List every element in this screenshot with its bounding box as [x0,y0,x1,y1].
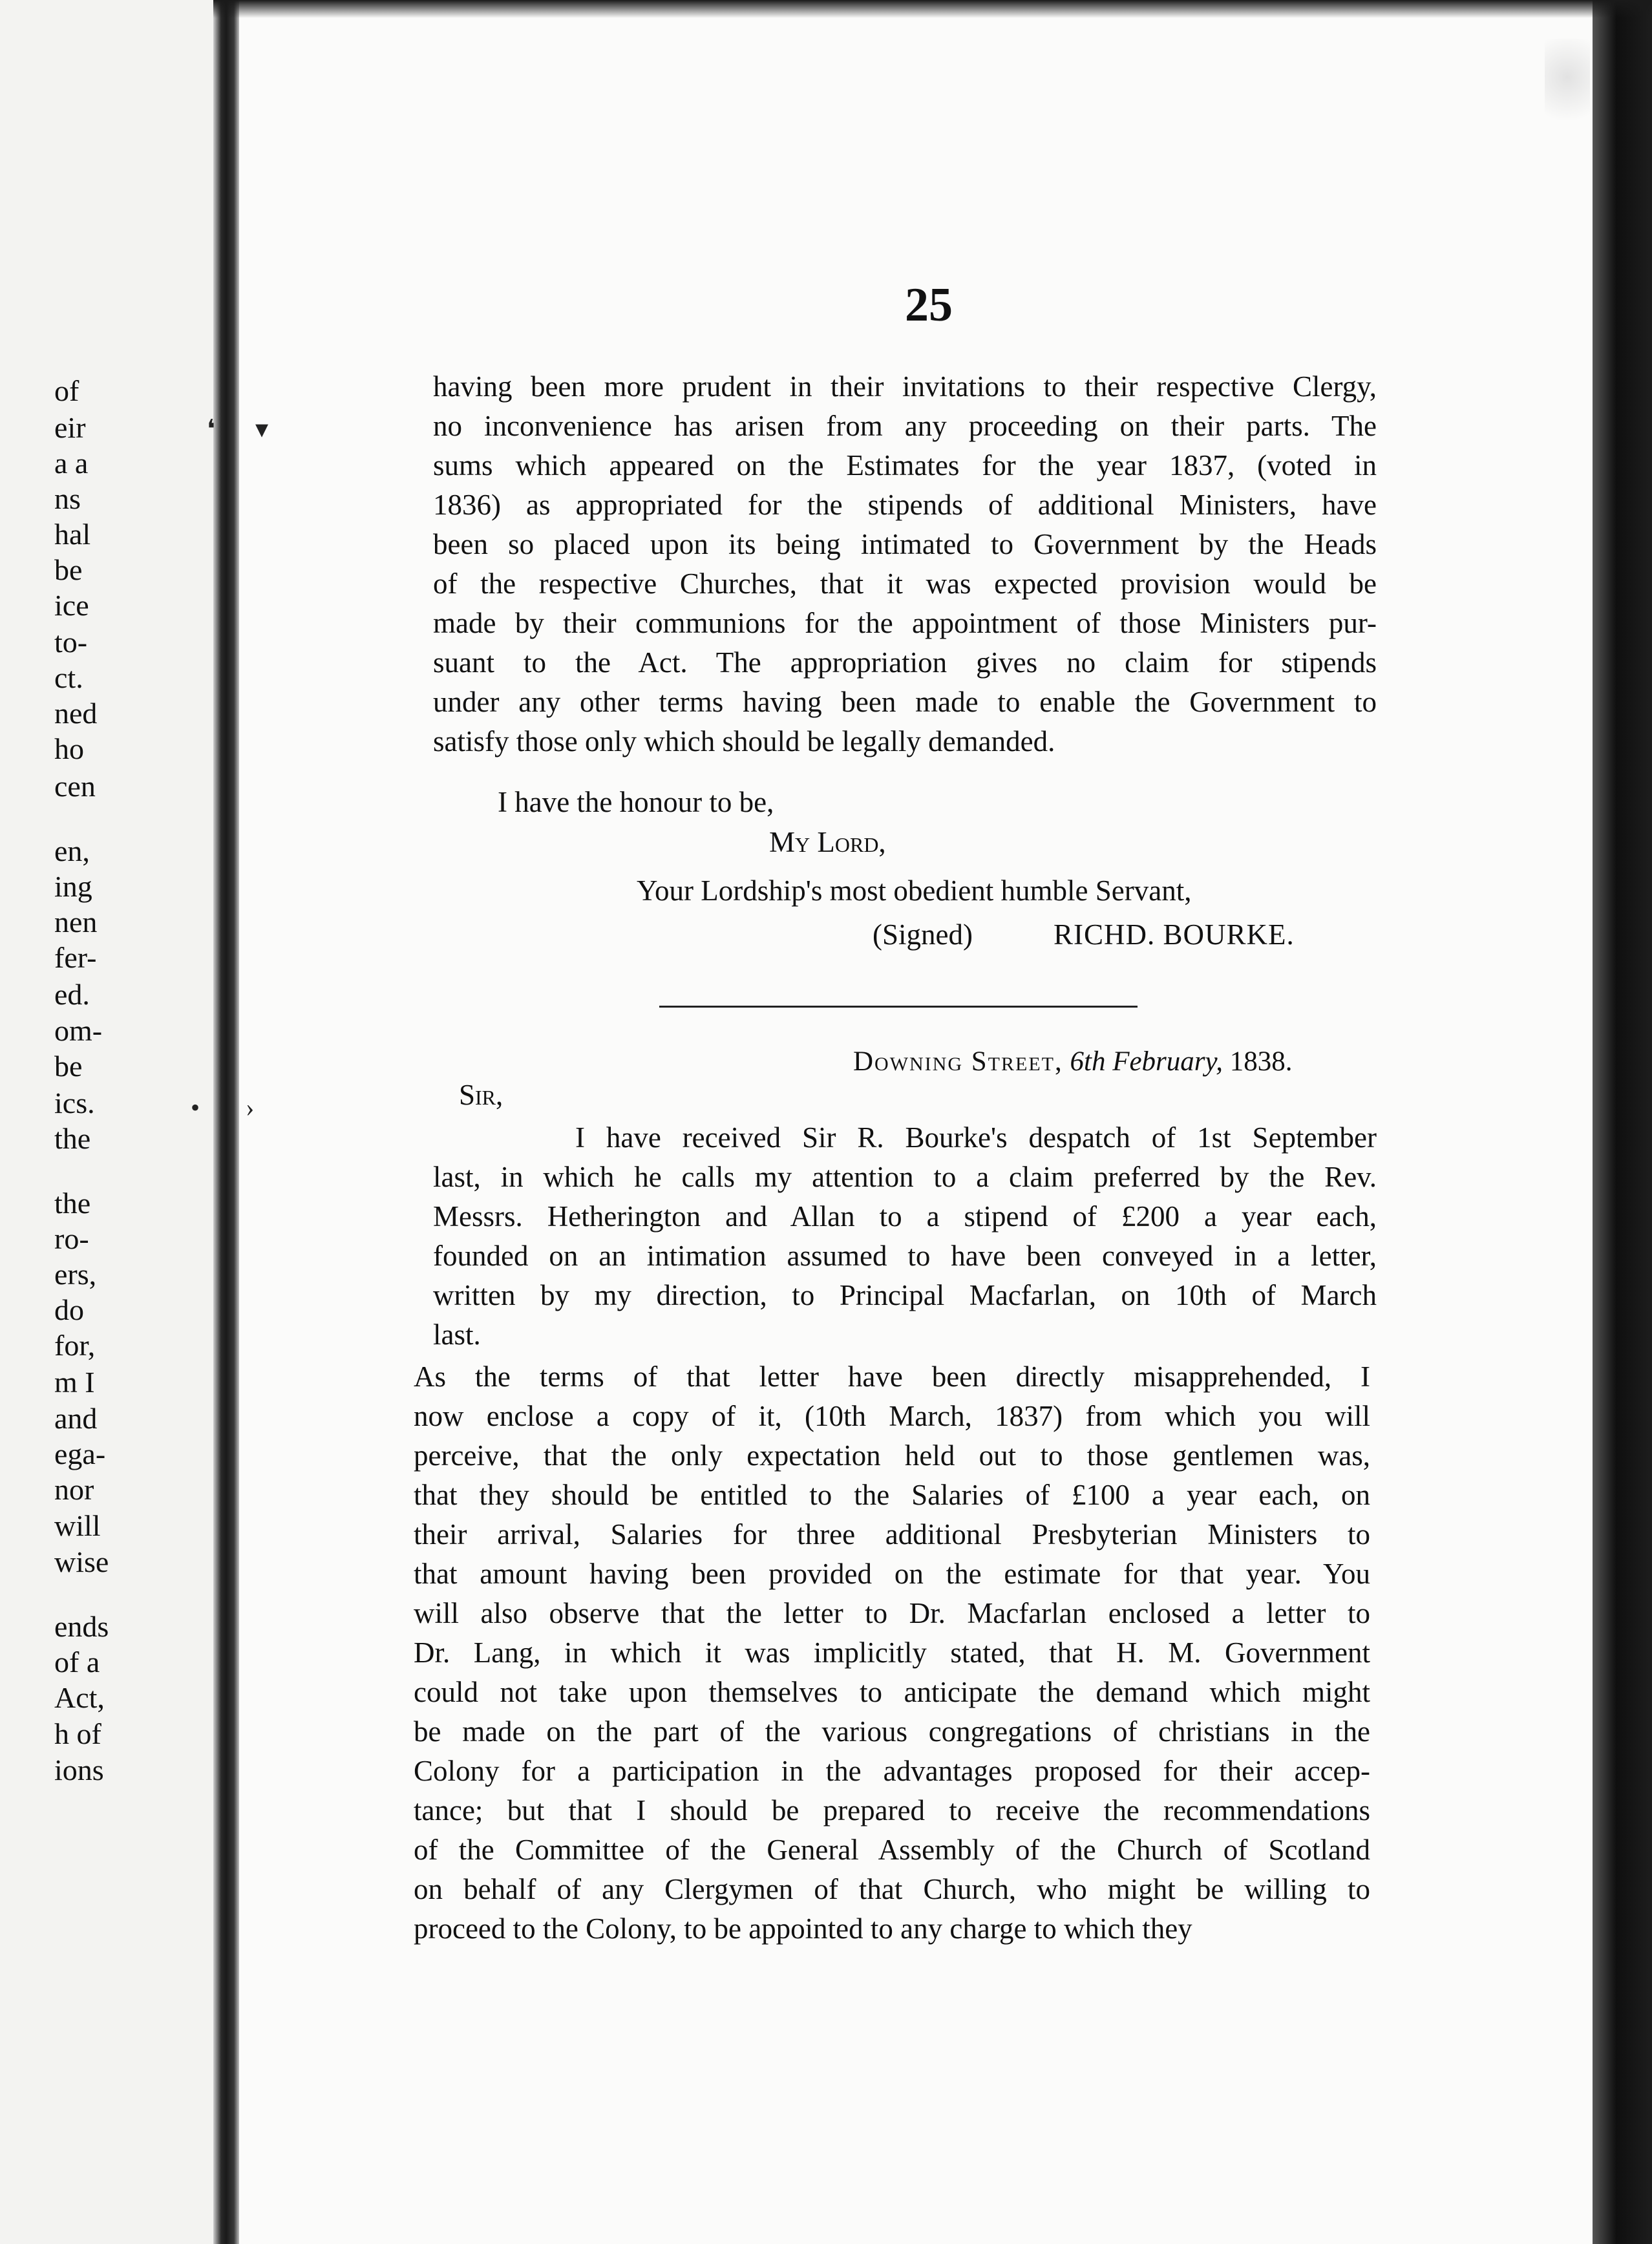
paragraph-letter-terms [414,1357,1370,1949]
closing-line: I have the honour to be, [498,786,774,818]
scan-border [1593,0,1652,2244]
margin-fragment: be [54,1050,83,1083]
paragraph-despatch [433,1118,1377,1355]
salutation: Sir, [459,1079,503,1111]
text-line: last, in which he calls my attention to a claim preferred by the Rev. [433,1161,1377,1193]
margin-fragment: om- [54,1014,103,1047]
margin-fragment: hal [54,518,91,551]
text-line: under any other terms having been made to enable the Government to [433,686,1377,718]
text-line: been so placed upon its being intimated to Government by the Heads [433,528,1377,560]
text-line: Messrs. Hetherington and Allan to a stipend of £200 a year each, [433,1200,1377,1233]
text-line: founded on an intimation assumed to have been conveyed in a letter, [433,1240,1377,1272]
margin-fragment: ns [54,482,81,515]
margin-fragment: fer- [54,941,97,974]
closing-line: Your Lordship's most obedient humble Servant, [637,874,1192,907]
text-line: of the respective Churches, that it was expected provision would be [433,567,1377,600]
text-line: perceive, that the only expectation held out to those gentlemen was, [414,1439,1370,1472]
margin-fragment: ics. [54,1086,95,1119]
text-line: made by their communions for the appointment of those Ministers pur- [433,607,1377,639]
text-line: written by my direction, to Principal Macfarlan, on 10th of March [433,1279,1377,1311]
margin-fragment: will [54,1509,101,1542]
dateline-place: Downing Street, [853,1046,1063,1077]
scan-shadow [213,0,1652,18]
text-line: that they should be entitled to the Salaries of £100 a year each, on [414,1479,1370,1511]
margin-fragment: eir [54,411,86,444]
margin-fragment: ing [54,870,92,903]
section-divider [659,1006,1138,1008]
margin-fragment: nen [54,905,98,938]
margin-fragment: and [54,1402,98,1435]
margin-fragment: for, [54,1329,96,1362]
text-line: sums which appeared on the Estimates for the year 1837, (voted in [433,449,1377,482]
text-line: no inconvenience has arisen from any proceeding on their parts. The [433,410,1377,442]
text-line: As the terms of that letter have been directly misapprehended, I [414,1360,1370,1393]
text-line: 1836) as appropriated for the stipends of additional Ministers, have [433,489,1377,521]
margin-fragment: of [54,374,79,407]
page-number: 25 [905,279,953,332]
text-line: now enclose a copy of it, (10th March, 1837) from which you will [414,1400,1370,1432]
text-line: proceed to the Colony, to be appointed to any charge to which they [414,1912,1192,1945]
margin-fragment: the [54,1122,91,1155]
margin-fragment: nor [54,1473,94,1506]
margin-fragment: m I [54,1366,95,1399]
paragraph-continuation [433,367,1377,761]
signed-label: (Signed) [873,918,973,951]
text-line: tance; but that I should be prepared to receive the recommendations [414,1794,1370,1826]
margin-fragment: the [54,1187,91,1220]
text-line: could not take upon themselves to anticipate the demand which might [414,1676,1370,1708]
margin-fragment: do [54,1293,84,1326]
book-gutter [213,0,239,2244]
margin-fragment: ends [54,1610,109,1643]
margin-fragment: ned [54,697,98,730]
left-margin-text [0,0,213,2244]
dateline-date: 6th February, [1070,1046,1223,1077]
left-page-edge [0,0,213,2244]
text-line: having been more prudent in their invitations to their respective Clergy, [433,370,1377,403]
margin-fragment: en, [54,834,90,867]
text-line: suant to the Act. The appropriation gives no claim for stipends [433,646,1377,679]
margin-fragment: to- [54,626,88,659]
margin-mark: • [191,1093,200,1122]
text-line: their arrival, Salaries for three additional Presbyterian Ministers to [414,1518,1370,1551]
margin-fragment: ho [54,732,84,765]
margin-fragment: wise [54,1545,109,1578]
dateline [853,1046,1292,1077]
margin-fragment: ed. [54,978,90,1011]
text-line: will also observe that the letter to Dr. Macfarlan enclosed a letter to [414,1597,1370,1629]
dateline-year: 1838. [1229,1046,1293,1077]
text-line: last. [433,1318,481,1351]
signatory: RICHD. BOURKE. [1054,918,1295,951]
margin-fragment: ega- [54,1437,106,1470]
text-line: Dr. Lang, in which it was implicitly stated, that H. M. Government [414,1636,1370,1669]
margin-mark: › [246,1093,255,1122]
text-line: Colony for a participation in the advantages proposed for their accep- [414,1755,1370,1787]
text-line: be made on the part of the various congregations of christians in the [414,1715,1370,1748]
margin-mark: ❛ [207,414,215,443]
margin-fragment: cen [54,770,96,803]
margin-fragment: ice [54,589,89,622]
closing-address: My Lord, [769,826,886,858]
corner-blemish [1545,39,1590,136]
margin-fragment: ro- [54,1222,89,1255]
text-line: I have received Sir R. Bourke's despatch of 1st September [575,1121,1377,1154]
margin-fragment: of a [54,1646,100,1678]
text-line: of the Committee of the General Assembly of the Church of Scotland [414,1834,1370,1866]
margin-fragment: a a [54,447,89,480]
margin-mark: ▾ [255,414,269,443]
margin-fragment: Act, [54,1681,105,1714]
text-line: satisfy those only which should be legally demanded. [433,725,1055,757]
text-line: on behalf of any Clergymen of that Church, who might be willing to [414,1873,1370,1905]
margin-fragment: ct. [54,661,83,694]
margin-fragment: ers, [54,1258,97,1291]
text-line: that amount having been provided on the estimate for that year. You [414,1558,1370,1590]
margin-fragment: ions [54,1753,104,1786]
margin-fragment: h of [54,1717,101,1750]
margin-fragment: be [54,553,83,586]
